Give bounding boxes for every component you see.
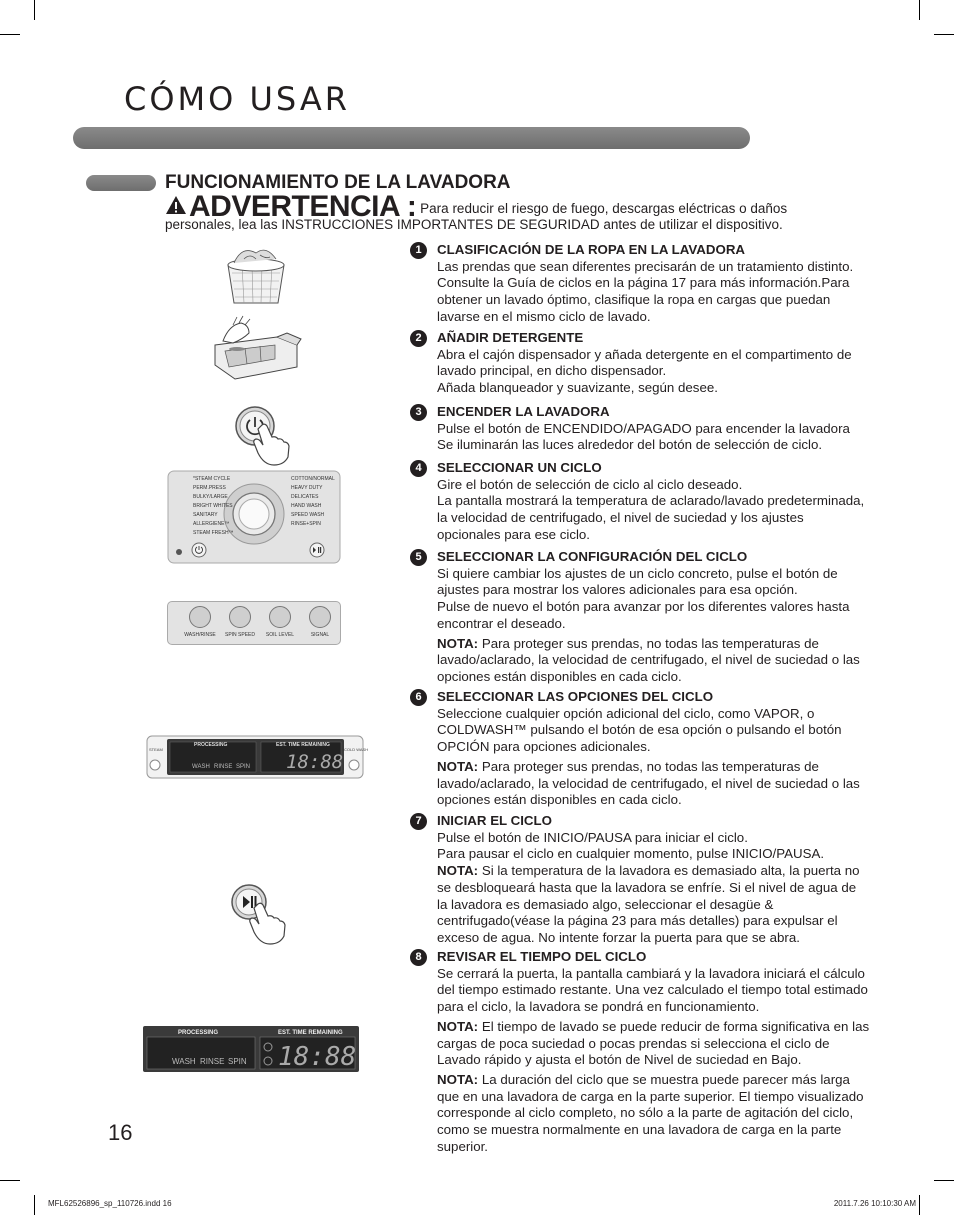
cycle-label: PERM.PRESS (193, 485, 226, 491)
cycle-label: SANITARY (193, 512, 218, 518)
step-paragraph: Se cerrará la puerta, la pantalla cambiará y la lavadora iniciará el cálculo del tiempo estimado restante. Una vez calculado el tiempo total estimado para el ciclo, la lavadora se pondrá en funcionamiento. (437, 965, 868, 1015)
page-number: 16 (108, 1120, 133, 1145)
step-number-badge: 8 (410, 949, 427, 966)
step-note (437, 1072, 870, 1156)
button-circle (229, 606, 251, 628)
button-label: SPIN SPEED (224, 632, 255, 638)
crop-mark (0, 34, 20, 35)
settings-button[interactable] (302, 606, 338, 638)
start-pause-illustration (230, 880, 292, 946)
step-3 (410, 404, 870, 454)
step-title: AÑADIR DETERGENTE (437, 330, 584, 345)
est-time-label: EST. TIME REMAINING (276, 742, 330, 748)
button-circle (189, 606, 211, 628)
step-paragraph: Gire el botón de selección de ciclo al ciclo deseado. (437, 476, 743, 492)
step-note (437, 863, 870, 947)
rinse-label: RINSE (214, 764, 233, 770)
step-body (437, 477, 870, 544)
step-paragraph: Seleccione cualquier opción adicional del ciclo, como VAPOR, o COLDWASH™ pulsando el botón de esa opción o pulsando el botón OPCIÓN para opciones adicionales. (437, 705, 842, 755)
warning-triangle-icon (165, 195, 187, 215)
cycle-label: RINSE+SPIN (291, 521, 321, 527)
cycle-label: COTTON/NORMAL (291, 476, 335, 482)
step-note (437, 636, 870, 686)
warning-block (165, 190, 855, 233)
step-title: SELECCIONAR LAS OPCIONES DEL CICLO (437, 689, 714, 704)
header-bar (73, 127, 750, 149)
button-circle (269, 606, 291, 628)
cycle-label: BULKY/LARGE (193, 494, 228, 500)
step-note (437, 1019, 870, 1069)
warning-label: ADVERTENCIA : (189, 190, 417, 223)
cycle-label: SPEED WASH (291, 512, 325, 518)
step-number-badge: 2 (410, 330, 427, 347)
wash-label: WASH (192, 764, 210, 770)
spin-label: SPIN (236, 764, 251, 770)
step-body (437, 966, 870, 1156)
step-paragraph: Las prendas que sean diferentes precisarán de un tratamiento distinto. Consulte la Guía de ciclos en la página 17 para más información.Para obtener un lavado óptimo, clasifique la ropa en cargas que puedan lavarse en el mismo ciclo de lavado. (437, 258, 854, 324)
step-paragraph: Se iluminarán las luces alrededor del botón de selección de ciclo. (437, 437, 823, 453)
processing-label: PROCESSING (194, 742, 228, 748)
step-number-badge: 1 (410, 242, 427, 259)
cycle-label: HAND WASH (291, 503, 322, 509)
step-body (437, 259, 870, 326)
detergent-drawer-illustration (205, 315, 305, 385)
step-body (437, 566, 870, 686)
step-5 (410, 549, 870, 686)
laundry-basket-illustration (220, 245, 292, 307)
step-number-badge: 7 (410, 813, 427, 830)
step-paragraph: Añada blanqueador y suavizante, según desee. (437, 380, 718, 396)
note-text: Para proteger sus prendas, no todas las temperaturas de lavado/aclarado, la velocidad de centrifugado, el nivel de suciedad o las opciones están disponibles en cada ciclo. (437, 635, 860, 684)
page-title: CÓMO USAR (124, 80, 350, 118)
step-note (437, 759, 870, 809)
cycle-label: DELICATES (291, 494, 319, 500)
note-label: NOTA: (437, 635, 479, 651)
cold-wash-label: COLD WASH (344, 747, 369, 752)
spin-label-2: SPIN (228, 1057, 247, 1066)
footer-file: MFL62526896_sp_110726.indd 16 (48, 1199, 172, 1208)
step-8 (410, 949, 870, 1155)
step-1 (410, 242, 870, 326)
step-paragraph: Pulse de nuevo el botón para avanzar por los diferentes valores hasta encontrar el deseado. (437, 599, 850, 631)
settings-button[interactable] (182, 606, 218, 638)
footer-date: 2011.7.26 10:10:30 AM (833, 1199, 916, 1208)
step-paragraph: Abra el cajón dispensador y añada detergente en el compartimento de lavado principal, en dicho dispensador. (437, 346, 852, 379)
crop-mark (919, 1195, 920, 1215)
step-paragraph: Pulse el botón de INICIO/PAUSA para iniciar el ciclo. (437, 829, 748, 845)
step-title: SELECCIONAR UN CICLO (437, 460, 602, 475)
button-circle (309, 606, 331, 628)
step-body (437, 347, 870, 397)
step-body (437, 830, 870, 947)
note-label: NOTA: (437, 758, 479, 774)
step-number-badge: 4 (410, 460, 427, 477)
note-text: Para proteger sus prendas, no todas las temperaturas de lavado/aclarado, la velocidad de centrifugado, el nivel de suciedad o las opciones están disponibles en cada ciclo. (437, 758, 860, 808)
note-label: NOTA: (437, 1018, 479, 1034)
crop-mark (934, 1180, 954, 1181)
control-panel-illustration (167, 470, 341, 565)
step-title: INICIAR EL CICLO (437, 813, 552, 828)
settings-button[interactable] (262, 606, 298, 638)
options-display-illustration (146, 735, 369, 779)
processing-label-2: PROCESSING (178, 1030, 219, 1036)
button-label: SIGNAL (310, 632, 330, 638)
power-button-illustration (232, 403, 294, 469)
note-label: NOTA: (437, 863, 479, 879)
cycle-label: *STEAM CYCLE (193, 476, 231, 482)
time-digits-2: 18:88 (278, 1042, 357, 1072)
step-paragraph: La pantalla mostrará la temperatura de aclarado/lavado predeterminada, la velocidad de centrifugado, el nivel de suciedad y los ajustes opcionales para ese ciclo. (437, 493, 865, 542)
step-number-badge: 3 (410, 404, 427, 421)
note-label: NOTA: (437, 1071, 479, 1087)
rinse-label-2: RINSE (200, 1057, 225, 1066)
step-body (437, 706, 870, 809)
step-title: SELECCIONAR LA CONFIGURACIÓN DEL CICLO (437, 549, 748, 564)
section-marker (86, 175, 156, 191)
cycle-label: ALLERGIENE™ (193, 521, 230, 527)
section-title: FUNCIONAMIENTO DE LA LAVADORA (165, 172, 511, 193)
crop-mark (0, 1180, 20, 1181)
cycle-label: HEAVY DUTY (291, 485, 323, 491)
cycle-label: STEAM FRESH™ (193, 530, 234, 536)
step-number-badge: 5 (410, 549, 427, 566)
cycle-time-display-illustration (142, 1025, 360, 1073)
step-2 (410, 330, 870, 397)
settings-button[interactable] (222, 606, 258, 638)
step-number-badge: 6 (410, 689, 427, 706)
step-7 (410, 813, 870, 947)
settings-buttons-panel (167, 601, 341, 645)
note-text: La duración del ciclo que se muestra puede parecer más larga que en una lavadora de carga en la parte superior. El tiempo visualizado corresponde al ciclo completo, no sólo a la parte de agitación del ciclo, como se muestra normalmente en una lavadora de carga en la parte superior. (437, 1071, 864, 1154)
step-paragraph: Para pausar el ciclo en cualquier momento, pulse INICIO/PAUSA. (437, 846, 825, 862)
steam-label: STEAM (149, 747, 163, 752)
step-paragraph: Pulse el botón de ENCENDIDO/APAGADO para encender la lavadora (437, 420, 850, 436)
est-time-label-2: EST. TIME REMAINING (278, 1030, 343, 1036)
warning-text: Para reducir el riesgo de fuego, descargas eléctricas o daños personales, lea las INSTRUCCIONES IMPORTANTES DE SEGURIDAD antes de utilizar el dispositivo. (165, 201, 788, 232)
note-text: Si la temperatura de la lavadora es demasiado alta, la puerta no se desbloqueará hasta que la lavadora se enfríe. Si el nivel de agua de la lavadora es demasiado algo, seleccionar el desagüe & centrifugado(véase la página 23 para más detalles) para expulsar el exceso de agua. No intente forzar la puerta para que se abra. (437, 863, 860, 945)
step-body (437, 421, 870, 454)
step-title: CLASIFICACIÓN DE LA ROPA EN LA LAVADORA (437, 242, 746, 257)
crop-mark (934, 34, 954, 35)
crop-mark (34, 0, 35, 20)
step-title: ENCENDER LA LAVADORA (437, 404, 610, 419)
note-text: El tiempo de lavado se puede reducir de forma significativa en las cargas de poca suciedad o pocas prendas si selecciona el ciclo de Lavado rápido y ajusta el botón de Nivel de suciedad en Bajo. (437, 1018, 870, 1068)
time-digits: 18:88 (286, 751, 344, 773)
crop-mark (34, 1195, 35, 1215)
step-6 (410, 689, 870, 809)
button-label: WASH/RINSE (184, 632, 216, 638)
cycle-label: BRIGHT WHITES (193, 503, 233, 509)
step-title: REVISAR EL TIEMPO DEL CICLO (437, 949, 647, 964)
button-label: SOIL LEVEL (265, 632, 295, 638)
step-4 (410, 460, 870, 544)
crop-mark (919, 0, 920, 20)
step-paragraph: Si quiere cambiar los ajustes de un ciclo concreto, pulse el botón de ajustes para mostrar los valores adicionales para esa opción. (437, 565, 838, 598)
wash-label-2: WASH (172, 1057, 196, 1066)
